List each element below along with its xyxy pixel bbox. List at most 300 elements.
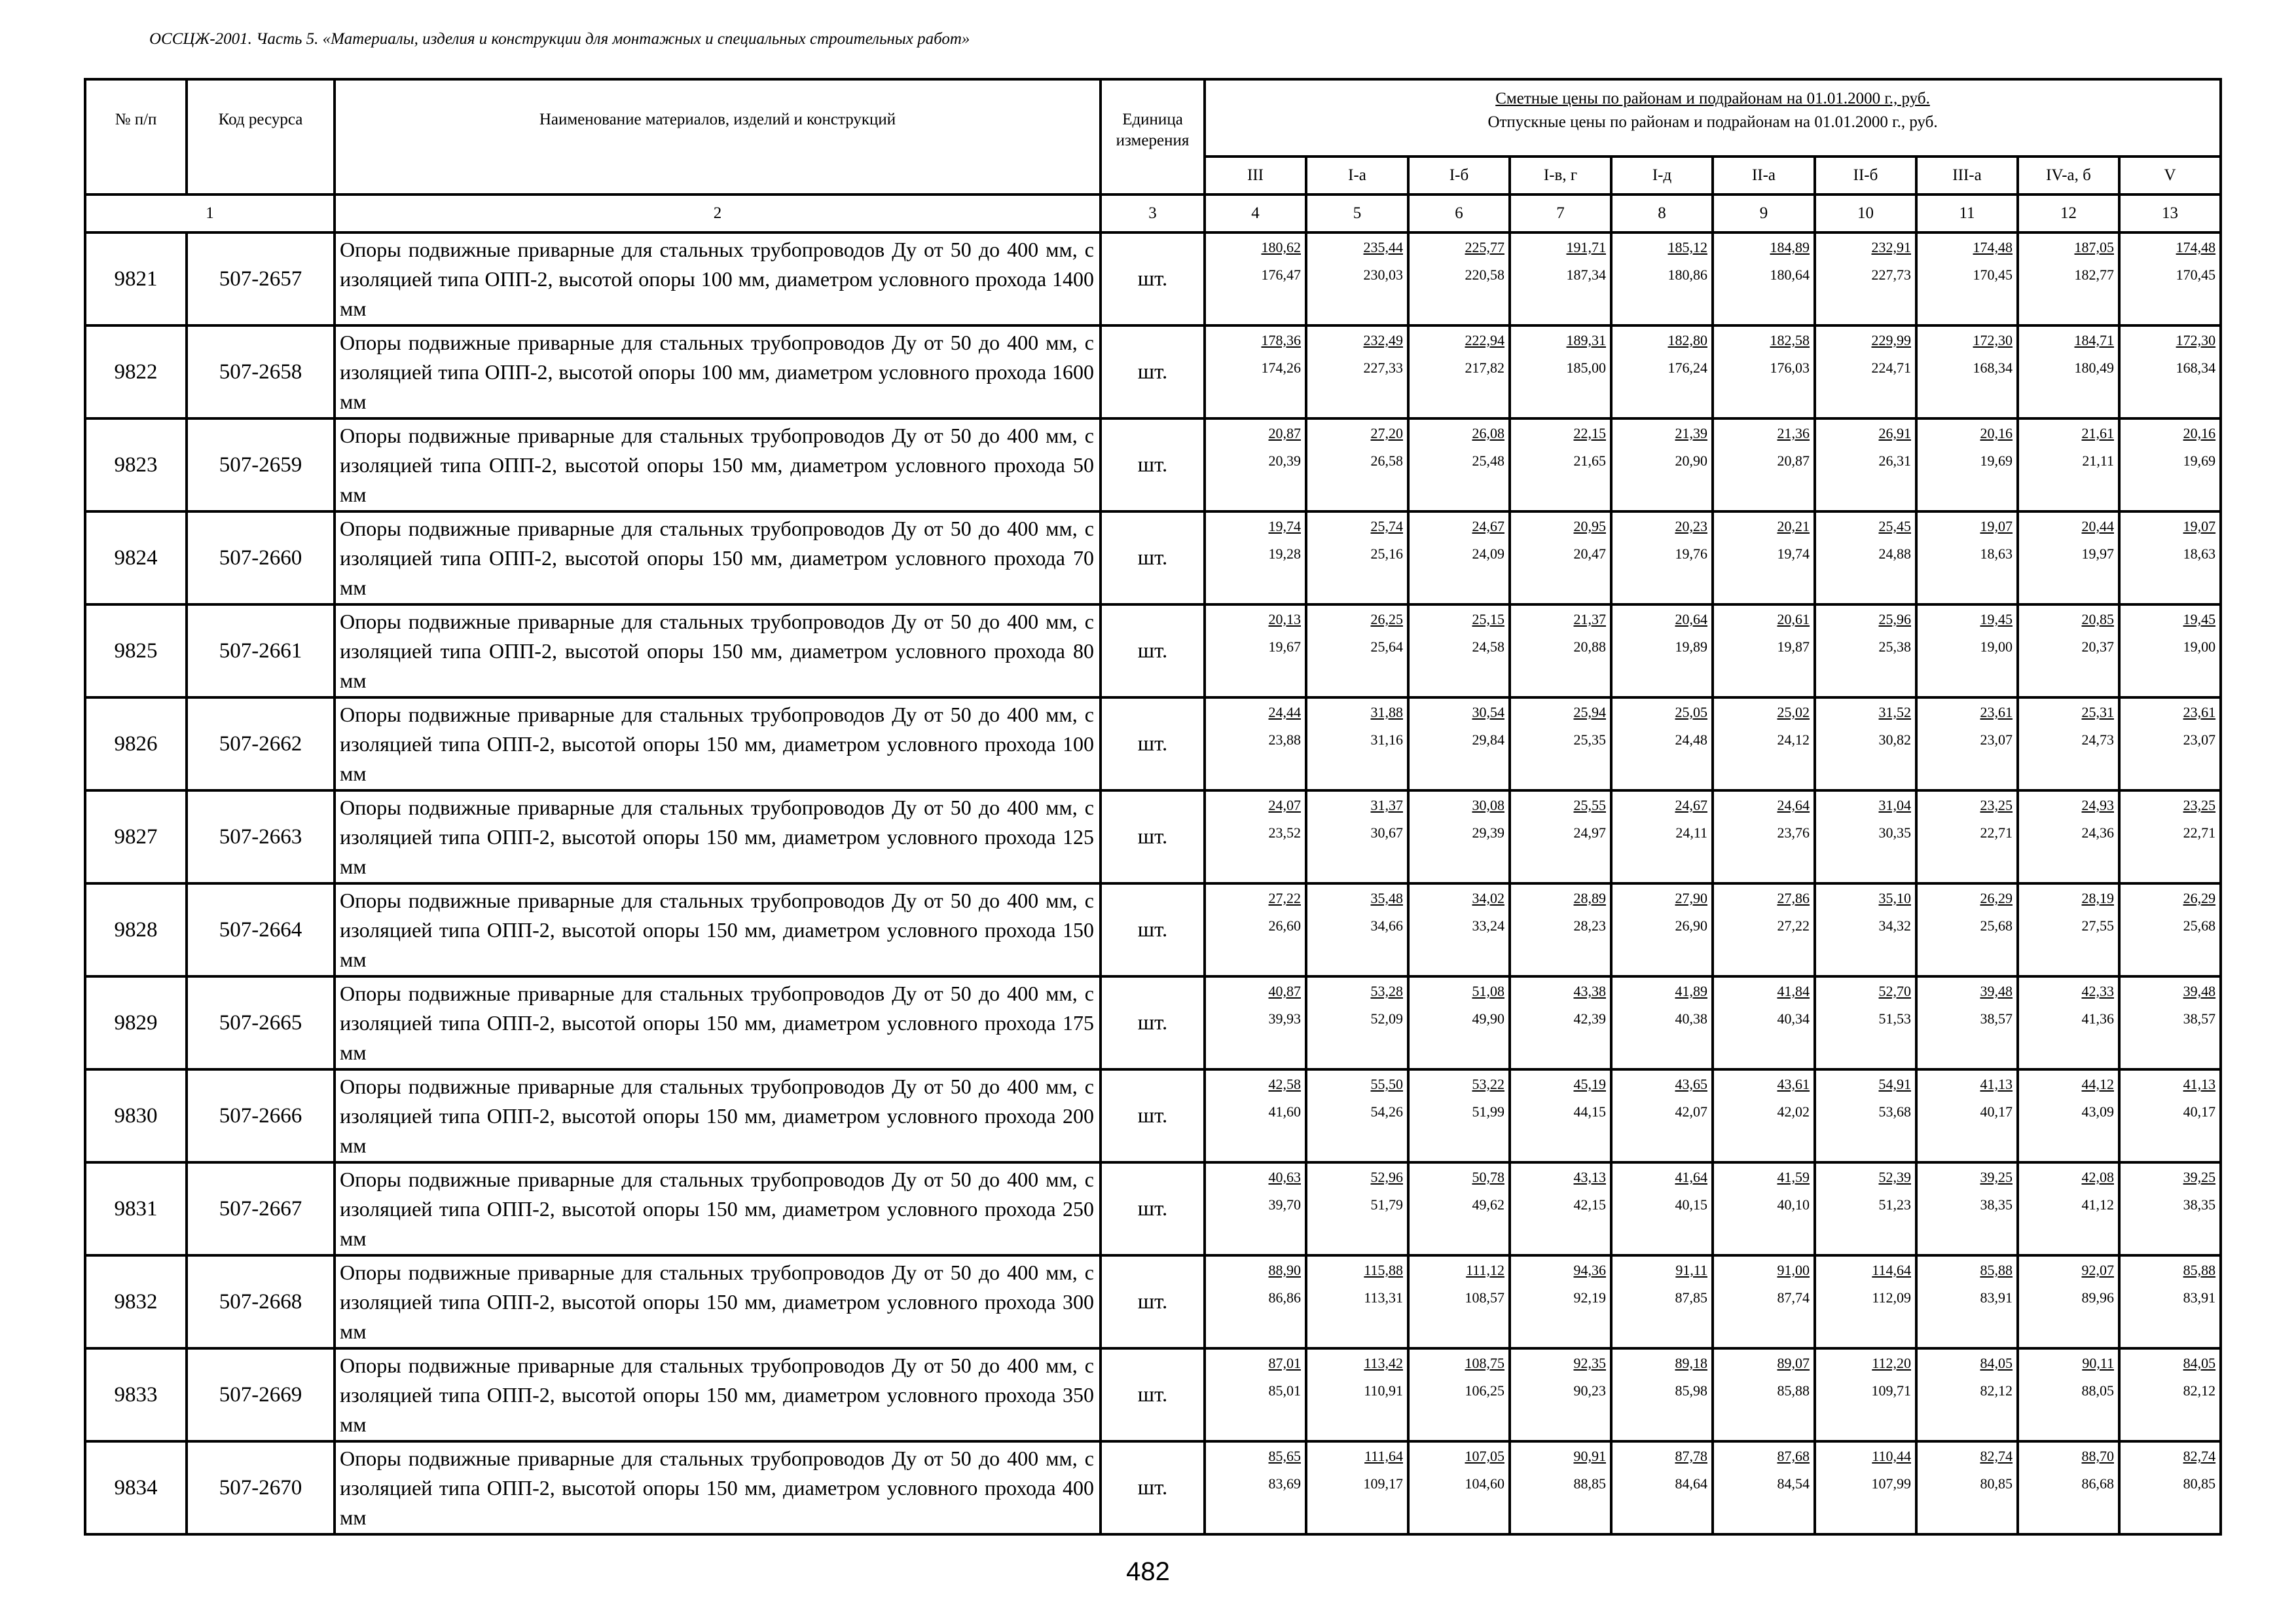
price-cell [1815,1441,1916,1534]
price-cell [1713,604,1815,697]
release-price: 33,24 [1472,917,1504,934]
release-price: 19,87 [1777,638,1810,655]
price-cell [1408,790,1510,883]
price-cell [1510,511,1611,604]
estimated-price: 41,64 [1675,1169,1707,1185]
row-number: 9834 [85,1441,187,1534]
release-price: 180,49 [2074,360,2114,376]
table-row [85,1162,2221,1255]
row-number: 9828 [85,883,187,976]
estimated-price: 54,91 [1878,1076,1911,1092]
price-cell [1306,511,1408,604]
price-cell [1510,883,1611,976]
release-price: 24,36 [2081,824,2114,841]
release-price: 170,45 [2176,267,2216,283]
release-price: 20,88 [1573,638,1606,655]
table-row [85,418,2221,511]
estimated-price: 235,44 [1363,239,1403,255]
estimated-price: 30,54 [1472,704,1504,720]
estimated-price: 26,25 [1370,611,1403,627]
price-cell [1205,511,1306,604]
release-price: 217,82 [1465,360,1504,376]
release-price: 51,79 [1370,1196,1403,1213]
estimated-price: 19,07 [2183,518,2216,534]
release-price: 185,00 [1566,360,1606,376]
price-cell [1205,883,1306,976]
estimated-price: 90,91 [1573,1448,1606,1464]
region-header: II-а [1713,157,1815,194]
price-cell [1510,232,1611,325]
estimated-price: 26,08 [1472,425,1504,441]
price-cell [1205,1162,1306,1255]
release-price: 82,12 [1980,1382,2013,1399]
price-cell [1205,325,1306,418]
release-price: 227,73 [1871,267,1911,283]
release-price: 24,58 [1472,638,1504,655]
release-price: 42,02 [1777,1103,1810,1120]
estimated-price: 35,10 [1878,890,1911,906]
estimated-price: 39,48 [2183,983,2216,999]
price-cell [1205,976,1306,1069]
price-cell [1713,1441,1815,1534]
release-price: 38,35 [2183,1196,2216,1213]
estimated-price: 24,64 [1777,797,1810,813]
price-cell [2119,325,2221,418]
price-cell [1306,883,1408,976]
release-price: 25,16 [1370,545,1403,562]
estimated-price: 55,50 [1370,1076,1403,1092]
unit-of-measure: шт. [1101,697,1205,790]
estimated-price: 20,64 [1675,611,1707,627]
release-price: 113,31 [1364,1289,1403,1306]
release-price: 92,19 [1573,1289,1606,1306]
estimated-price: 85,88 [2183,1262,2216,1278]
estimated-price: 87,78 [1675,1448,1707,1464]
estimated-price: 19,45 [1980,611,2013,627]
column-number: 2 [335,194,1101,232]
estimated-price: 24,67 [1472,518,1504,534]
prices-header [1205,79,2221,157]
price-cell [2018,325,2119,418]
estimated-price: 85,65 [1268,1448,1301,1464]
estimated-price: 25,94 [1573,704,1606,720]
release-price: 87,74 [1777,1289,1810,1306]
price-cell [1611,1441,1713,1534]
resource-code: 507-2664 [187,883,335,976]
estimated-price: 41,13 [2183,1076,2216,1092]
release-price: 23,52 [1268,824,1301,841]
release-price: 109,71 [1871,1382,1911,1399]
release-price: 54,26 [1370,1103,1403,1120]
estimated-price: 39,25 [2183,1169,2216,1185]
item-name: Опоры подвижные приварные для стальных трубопроводов Ду от 50 до 400 мм, с изоляцией типа ОПП-2, высотой опоры 150 мм, диаметром условного прохода 350 мм [335,1348,1101,1441]
estimated-price: 26,29 [2183,890,2216,906]
price-cell [1713,790,1815,883]
price-cell [1408,1348,1510,1441]
estimated-price: 52,39 [1878,1169,1911,1185]
release-price: 19,69 [1980,452,2013,469]
estimated-price: 23,25 [2183,797,2216,813]
estimated-price: 91,00 [1777,1262,1810,1278]
release-price: 84,64 [1675,1475,1707,1492]
estimated-price: 184,89 [1770,239,1810,255]
estimated-price: 232,49 [1363,332,1403,348]
release-price: 20,39 [1268,452,1301,469]
item-name: Опоры подвижные приварные для стальных трубопроводов Ду от 50 до 400 мм, с изоляцией типа ОПП-2, высотой опоры 150 мм, диаметром условного прохода 150 мм [335,883,1101,976]
estimated-price: 51,08 [1472,983,1504,999]
release-price: 27,22 [1777,917,1810,934]
row-number: 9829 [85,976,187,1069]
release-price: 86,86 [1268,1289,1301,1306]
estimated-price: 43,38 [1573,983,1606,999]
col-header-no: № п/п [85,79,187,194]
release-price: 18,63 [2183,545,2216,562]
estimated-price: 42,58 [1268,1076,1301,1092]
release-price: 23,76 [1777,824,1810,841]
estimated-price: 87,68 [1777,1448,1810,1464]
price-cell [1510,697,1611,790]
region-header: I-в, г [1510,157,1611,194]
estimated-price: 41,84 [1777,983,1810,999]
estimated-price: 225,77 [1465,239,1504,255]
release-price: 88,05 [2081,1382,2114,1399]
release-price: 38,57 [2183,1010,2216,1027]
estimated-price: 26,29 [1980,890,2013,906]
header-row [85,79,2221,157]
estimated-price: 88,90 [1268,1262,1301,1278]
column-number: 1 [85,194,335,232]
price-cell [1713,511,1815,604]
unit-of-measure: шт. [1101,1348,1205,1441]
release-price: 83,91 [2183,1289,2216,1306]
table-row [85,1441,2221,1534]
release-price: 19,89 [1675,638,1707,655]
resource-code: 507-2659 [187,418,335,511]
estimated-price: 91,11 [1675,1262,1707,1278]
price-cell [1510,1162,1611,1255]
estimated-price: 94,36 [1573,1262,1606,1278]
release-price: 19,28 [1268,545,1301,562]
estimated-price: 52,96 [1370,1169,1403,1185]
release-price: 82,12 [2183,1382,2216,1399]
region-header: III-а [1916,157,2018,194]
price-cell [2119,697,2221,790]
price-cell [1510,976,1611,1069]
release-price: 87,85 [1675,1289,1707,1306]
price-cell [1916,1348,2018,1441]
estimated-price: 180,62 [1261,239,1301,255]
price-cell [2018,1441,2119,1534]
price-cell [2018,232,2119,325]
release-price: 34,32 [1878,917,1911,934]
resource-code: 507-2669 [187,1348,335,1441]
release-price: 25,68 [1980,917,2013,934]
release-price: 43,09 [2081,1103,2114,1120]
resource-code: 507-2667 [187,1162,335,1255]
col-header-code: Код ресурса [187,79,335,194]
price-cell [1916,883,2018,976]
price-cell [1713,883,1815,976]
estimated-price: 19,07 [1980,518,2013,534]
price-cell [1510,790,1611,883]
price-cell [2119,976,2221,1069]
price-cell [2119,883,2221,976]
release-price: 51,99 [1472,1103,1504,1120]
release-price: 23,07 [2183,731,2216,748]
release-price: 220,58 [1465,267,1504,283]
price-cell [2119,1441,2221,1534]
price-cell [1510,418,1611,511]
price-cell [1611,325,1713,418]
price-cell [2018,511,2119,604]
release-price: 31,16 [1370,731,1403,748]
release-price: 44,15 [1573,1103,1606,1120]
price-cell [2018,1162,2119,1255]
table-row [85,325,2221,418]
release-price: 42,07 [1675,1103,1707,1120]
price-cell [1916,697,2018,790]
price-cell [1306,232,1408,325]
estimated-price: 25,15 [1472,611,1504,627]
price-cell [1510,1441,1611,1534]
release-price: 51,53 [1878,1010,1911,1027]
release-price: 25,35 [1573,731,1606,748]
estimated-price: 89,18 [1675,1355,1707,1371]
estimated-price: 113,42 [1364,1355,1403,1371]
price-cell [2018,697,2119,790]
price-cell [1306,1255,1408,1348]
resource-code: 507-2663 [187,790,335,883]
release-price: 168,34 [1973,360,2013,376]
price-cell [2119,1069,2221,1162]
release-price: 90,23 [1573,1382,1606,1399]
price-cell [1916,976,2018,1069]
table-row [85,232,2221,325]
price-cell [1408,511,1510,604]
release-price: 20,90 [1675,452,1707,469]
column-number: 8 [1611,194,1713,232]
price-cell [2119,790,2221,883]
price-cell [1510,325,1611,418]
price-cell [1611,511,1713,604]
estimated-price: 172,30 [2176,332,2216,348]
estimated-price: 108,75 [1465,1355,1504,1371]
document-header: ОССЦЖ-2001. Часть 5. «Материалы, изделия и конструкции для монтажных и специальных строительных работ» [149,30,970,48]
release-price: 30,35 [1878,824,1911,841]
release-price: 109,17 [1363,1475,1403,1492]
release-price: 180,86 [1667,267,1707,283]
price-cell [2018,790,2119,883]
column-number: 10 [1815,194,1916,232]
unit-of-measure: шт. [1101,232,1205,325]
column-number: 3 [1101,194,1205,232]
item-name: Опоры подвижные приварные для стальных трубопроводов Ду от 50 до 400 мм, с изоляцией типа ОПП-2, высотой опоры 100 мм, диаметром условного прохода 1400 мм [335,232,1101,325]
resource-code: 507-2666 [187,1069,335,1162]
price-cell [1408,1162,1510,1255]
price-cell [1306,790,1408,883]
price-cell [2119,232,2221,325]
price-cell [1408,1441,1510,1534]
item-name: Опоры подвижные приварные для стальных трубопроводов Ду от 50 до 400 мм, с изоляцией типа ОПП-2, высотой опоры 150 мм, диаметром условного прохода 175 мм [335,976,1101,1069]
estimated-price: 21,61 [2081,425,2114,441]
price-cell [1815,1069,1916,1162]
unit-of-measure: шт. [1101,604,1205,697]
release-price: 25,68 [2183,917,2216,934]
price-cell [2119,604,2221,697]
release-price: 27,55 [2081,917,2114,934]
estimated-price: 24,67 [1675,797,1707,813]
estimated-price: 27,22 [1268,890,1301,906]
release-price: 38,35 [1980,1196,2013,1213]
unit-of-measure: шт. [1101,883,1205,976]
region-header: IV-а, б [2018,157,2119,194]
release-price: 20,47 [1573,545,1606,562]
release-price: 22,71 [1980,824,2013,841]
price-cell [1408,976,1510,1069]
price-cell [1815,418,1916,511]
unit-of-measure: шт. [1101,511,1205,604]
release-price: 41,12 [2081,1196,2114,1213]
estimated-price: 23,61 [2183,704,2216,720]
release-price: 84,54 [1777,1475,1810,1492]
price-cell [1408,418,1510,511]
price-cell [1510,1069,1611,1162]
resource-code: 507-2658 [187,325,335,418]
price-cell [1205,1348,1306,1441]
release-price: 39,70 [1268,1196,1301,1213]
estimated-price: 39,25 [1980,1169,2013,1185]
price-cell [1916,1069,2018,1162]
price-cell [1713,325,1815,418]
price-cell [2018,1069,2119,1162]
estimated-price: 52,70 [1878,983,1911,999]
price-cell [1510,1348,1611,1441]
price-cell [1306,1162,1408,1255]
estimated-price: 31,04 [1878,797,1911,813]
release-price: 227,33 [1363,360,1403,376]
price-cell [1916,790,2018,883]
release-price: 24,97 [1573,824,1606,841]
estimated-price: 182,58 [1770,332,1810,348]
price-cell [1713,697,1815,790]
table-row [85,1348,2221,1441]
price-cell [2018,976,2119,1069]
row-number: 9830 [85,1069,187,1162]
price-cell [1916,604,2018,697]
release-price: 176,47 [1261,267,1301,283]
price-cell [1713,1069,1815,1162]
price-cell [1916,1162,2018,1255]
resource-code: 507-2670 [187,1441,335,1534]
estimated-price: 31,88 [1370,704,1403,720]
estimated-price: 20,13 [1268,611,1301,627]
release-price: 19,76 [1675,545,1707,562]
price-cell [1408,325,1510,418]
release-price: 39,93 [1268,1010,1301,1027]
item-name: Опоры подвижные приварные для стальных трубопроводов Ду от 50 до 400 мм, с изоляцией типа ОПП-2, высотой опоры 150 мм, диаметром условного прохода 100 мм [335,697,1101,790]
estimated-price: 25,55 [1573,797,1606,813]
table-row [85,976,2221,1069]
price-cell [1205,604,1306,697]
estimated-price: 82,74 [2183,1448,2216,1464]
release-price: 180,64 [1770,267,1810,283]
estimated-price: 191,71 [1566,239,1606,255]
price-cell [1611,1255,1713,1348]
price-cell [1611,604,1713,697]
release-price: 40,34 [1777,1010,1810,1027]
price-cell [1510,1255,1611,1348]
release-price: 51,23 [1878,1196,1911,1213]
estimated-price: 21,36 [1777,425,1810,441]
price-cell [1815,325,1916,418]
price-cell [1408,1069,1510,1162]
estimated-price: 20,61 [1777,611,1810,627]
release-price: 20,87 [1777,452,1810,469]
estimated-price: 187,05 [2074,239,2114,255]
estimated-price: 34,02 [1472,890,1504,906]
price-cell [2119,1348,2221,1441]
price-cell [1611,790,1713,883]
release-price: 24,88 [1878,545,1911,562]
price-cell [2119,1162,2221,1255]
release-price: 20,37 [2081,638,2114,655]
price-cell [1611,976,1713,1069]
price-cell [1611,1069,1713,1162]
row-number: 9827 [85,790,187,883]
col-header-name: Наименование материалов, изделий и конструкций [335,79,1101,194]
estimated-price: 41,59 [1777,1169,1810,1185]
release-price: 108,57 [1465,1289,1504,1306]
price-cell [1611,418,1713,511]
estimated-price: 111,64 [1364,1448,1403,1464]
resource-code: 507-2661 [187,604,335,697]
column-number: 4 [1205,194,1306,232]
release-price: 25,64 [1370,638,1403,655]
estimated-price: 24,93 [2081,797,2114,813]
release-price: 19,00 [1980,638,2013,655]
price-cell [1916,511,2018,604]
estimated-price: 25,96 [1878,611,1911,627]
release-price: 230,03 [1363,267,1403,283]
resource-code: 507-2665 [187,976,335,1069]
release-price: 26,90 [1675,917,1707,934]
price-cell [2018,1348,2119,1441]
estimated-price: 20,21 [1777,518,1810,534]
price-cell [1916,1441,2018,1534]
estimated-price: 45,19 [1573,1076,1606,1092]
estimated-price: 27,86 [1777,890,1810,906]
estimated-price: 31,52 [1878,704,1911,720]
release-price: 52,09 [1370,1010,1403,1027]
table-row [85,697,2221,790]
price-cell [1408,232,1510,325]
column-number: 6 [1408,194,1510,232]
price-cell [1713,1255,1815,1348]
price-cell [1815,790,1916,883]
release-price: 42,39 [1573,1010,1606,1027]
release-price: 88,85 [1573,1475,1606,1492]
estimated-price: 84,05 [2183,1355,2216,1371]
row-number: 9822 [85,325,187,418]
unit-of-measure: шт. [1101,325,1205,418]
estimated-price: 89,07 [1777,1355,1810,1371]
release-price: 83,69 [1268,1475,1301,1492]
row-number: 9825 [85,604,187,697]
column-number: 7 [1510,194,1611,232]
price-cell [1205,1255,1306,1348]
column-number: 12 [2018,194,2119,232]
estimated-price: 42,33 [2081,983,2114,999]
